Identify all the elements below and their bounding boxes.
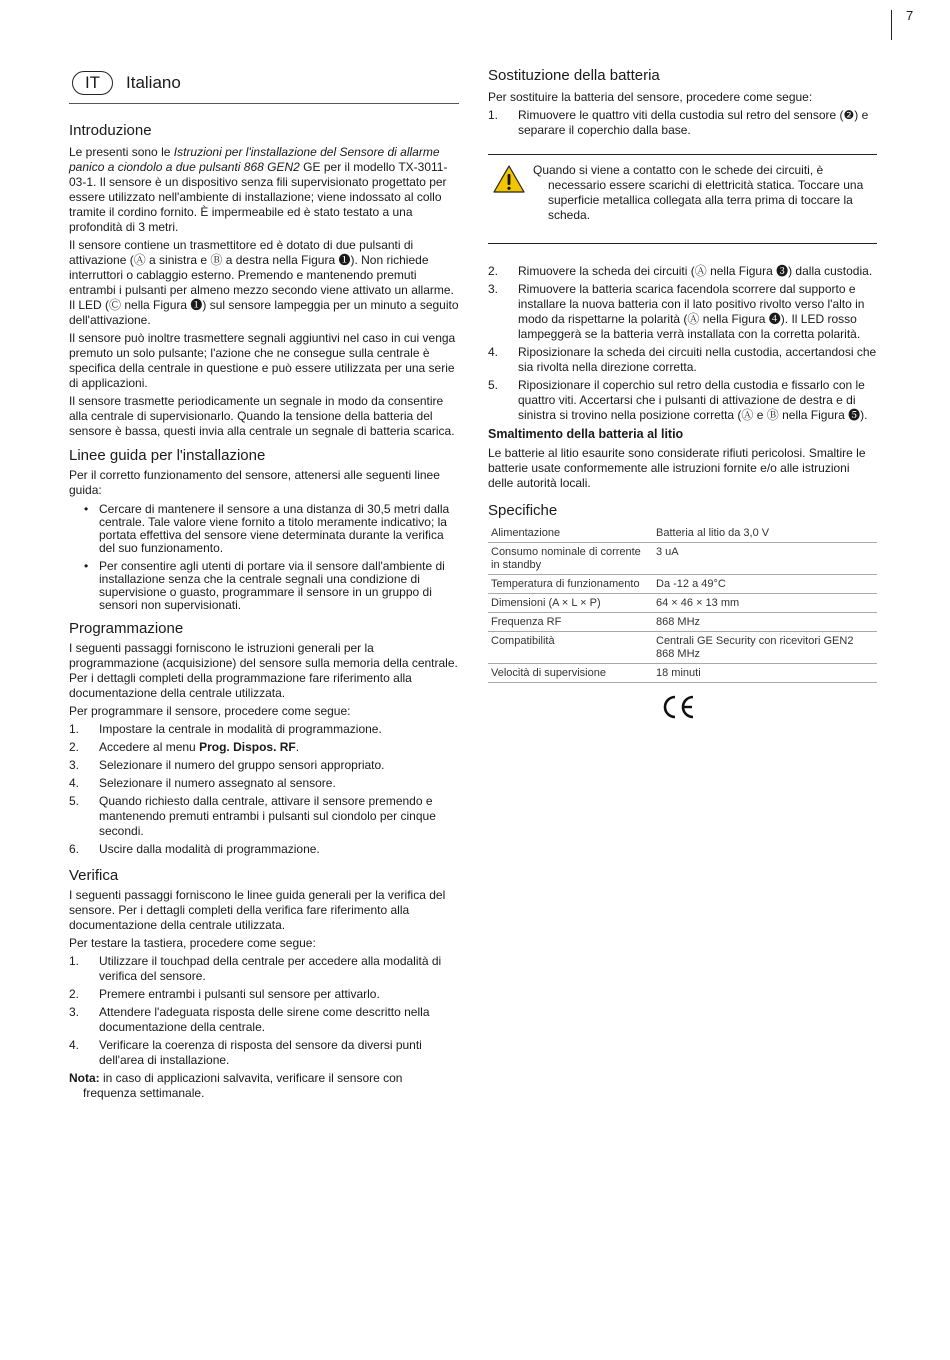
verify-paragraph-1: I seguenti passaggi forniscono le linee guida generali per la verifica del sensore. Per i dettagli completi della verifica fare riferimento alla documentazione della centrale utilizzata. [69, 888, 446, 932]
step-item: 3. Rimuovere la batteria scarica facendola scorrere dal supporto e installare la nuova batteria con il lato positivo rivolto verso l'alto in modo da rispettarne la polarità (Ⓐ nella Figura ❹). Il LED rosso lampeggerà se la batteria verrà installata con la corretta polarità. [488, 282, 865, 341]
verify-paragraph-2: Per testare la tastiera, procedere come segue: [69, 936, 316, 950]
left-column [69, 68, 459, 1104]
disposal-text: Le batterie al litio esaurite sono considerate rifiuti pericolosi. Smaltire le batterie usate conformemente alle istruzioni fornite e/o alle istruzioni delle autorità locali. [488, 446, 866, 490]
step-item: 4. Riposizionare la scheda dei circuiti nella custodia, accertandosi che sia rivolta nella direzione corretta. [488, 345, 877, 374]
specs-title: Specifiche [488, 502, 558, 519]
manual-title: Istruzioni per l'installazione del Sensore di allarme panico a ciondolo a due pulsanti 868 GEN2 [69, 145, 440, 174]
table-row: Temperatura di funzionamento Da -12 a 49°C [488, 575, 877, 594]
step-item: 5. Riposizionare il coperchio sul retro della custodia e fissarlo con le quattro viti. Accertarsi che i pulsanti di attivazione de destra e di sinistra si trovino nella posizione corretta (Ⓐ e Ⓑ nella Figura ❺). [488, 378, 868, 422]
menu-name: Prog. Dispos. RF [199, 740, 296, 754]
page-number-rule [891, 10, 892, 40]
verify-note: Nota: in caso di applicazioni salvavita, verificare il sensore con frequenza settimanale. [69, 1071, 403, 1100]
step-item: 1. Rimuovere le quattro viti della custodia sul retro del sensore (❷) e separare il coperchio dalla base. [488, 108, 869, 137]
intro-paragraph-1: Le presenti sono le Istruzioni per l'installazione del Sensore di allarme panico a ciondolo a due pulsanti 868 GEN2 GE per il modello TX-3011-03-1. Il sensore è un dispositivo senza fili supervisionato progettato per essere utilizzato nell'ambiente di installazione; viene indossato al collo tramite il cordino fornito. È impermeabile ed è stato testato a una profondità di 3 metri. [69, 145, 448, 234]
table-row: Velocità di supervisione 18 minuti [488, 664, 877, 683]
guidelines-title: Linee guida per l'installazione [69, 447, 266, 464]
step-item: 3. Selezionare il numero del gruppo sensori appropriato. [69, 758, 385, 772]
battery-intro: Per sostituire la batteria del sensore, procedere come segue: [488, 90, 813, 104]
table-row: Frequenza RF 868 MHz [488, 613, 877, 632]
ce-mark-icon [660, 694, 696, 720]
step-item: 6. Uscire dalla modalità di programmazione. [69, 842, 320, 856]
step-item: 2. Accedere al menu Prog. Dispos. RF. [69, 740, 300, 754]
programming-title: Programmazione [69, 620, 184, 637]
guidelines-intro: Per il corretto funzionamento del sensore, attenersi alle seguenti linee guida: [69, 468, 440, 497]
table-row: Consumo nominale di corrente in standby 3 uA [488, 543, 877, 575]
intro-paragraph-4: Il sensore trasmette periodicamente un segnale in modo da consentire alla centrale di supervisionarlo. Quando la tensione della batteria del sensore è bassa, questi invia alla centrale un segnale di batteria scarica. [69, 394, 455, 438]
verify-steps [69, 954, 459, 1068]
step-item: 1. Utilizzare il touchpad della centrale per accedere alla modalità di verifica del sensore. [69, 954, 442, 983]
note-label: Nota: [69, 1071, 100, 1085]
language-header [69, 68, 459, 104]
programming-paragraph-1: I seguenti passaggi forniscono le istruzioni generali per la programmazione (acquisizione) del sensore sulla memoria della centrale. Per i dettagli completi della programmazione fare riferimento alla documentazione della centrale utilizzata. [69, 641, 458, 700]
language-code-badge: IT [72, 71, 113, 95]
verify-title: Verifica [69, 867, 119, 884]
table-row: Alimentazione Batteria al litio da 3,0 V [488, 524, 877, 543]
list-item: • Per consentire agli utenti di portare via il sensore dall'ambiente di installazione senza che la centrale segnali una condizione di supervisione o guasto, programmare il sensore in un gruppo di sensori non supervisionati. [69, 560, 459, 612]
table-row: Compatibilità Centrali GE Security con ricevitori GEN2 868 MHz [488, 632, 877, 664]
step-item: 3. Attendere l'adeguata risposta delle sirene come descritto nella documentazione della centrale. [69, 1005, 430, 1034]
warning-text: Quando si viene a contatto con le schede dei circuiti, è necessario essere scarichi di elettricità statica. Toccare una superficie metallica collegata alla terra prima di toccare la scheda. [533, 163, 864, 222]
warning-triangle-icon [492, 164, 526, 194]
step-item: 4. Selezionare il numero assegnato al sensore. [69, 776, 336, 790]
step-item: 2. Premere entrambi i pulsanti sul sensore per attivarlo. [69, 987, 380, 1001]
battery-steps-first [488, 108, 877, 138]
static-warning [488, 154, 877, 244]
list-item: • Cercare di mantenere il sensore a una distanza di 30,5 metri dalla centrale. Tale valore viene fornito a titolo meramente indicativo; la portata effettiva del sensore viene determinata durante la verifica del suo funzionamento. [69, 503, 459, 555]
guidelines-list [69, 503, 459, 612]
disposal-title: Smaltimento della batteria al litio [488, 427, 684, 441]
step-item: 4. Verificare la coerenza di risposta del sensore da diversi punti dell'area di installazione. [69, 1038, 422, 1067]
battery-steps-rest [488, 264, 877, 423]
intro-paragraph-3: Il sensore può inoltre trasmettere segnali aggiuntivi nel caso in cui venga premuto un solo pulsante; l'azione che ne consegue sulla centrale è specifica della centrale in questione e può essere utilizzata per una serie di applicazioni. [69, 331, 456, 390]
step-item: 5. Quando richiesto dalla centrale, attivare il sensore premendo e mantenendo premuti entrambi i pulsanti sul ciondolo per cinque secondi. [69, 794, 436, 838]
programming-steps [69, 722, 459, 857]
step-item: 1. Impostare la centrale in modalità di programmazione. [69, 722, 382, 736]
intro-paragraph-2: Il sensore contiene un trasmettitore ed è dotato di due pulsanti di attivazione (Ⓐ a sinistra e Ⓑ a destra nella Figura ❶). Non richiede interruttori o cablaggio esterno. Premendo e mantenendo premuti entrambi i pulsanti per almeno mezzo secondo viene attivato un allarme. Il LED (Ⓒ nella Figura ❶) sul sensore lampeggia per un minuto a seguito dell'attivazione. [69, 238, 459, 327]
language-name: Italiano [126, 73, 181, 92]
specs-table [488, 524, 877, 683]
step-item: 2. Rimuovere la scheda dei circuiti (Ⓐ nella Figura ❸) dalla custodia. [488, 264, 873, 278]
programming-paragraph-2: Per programmare il sensore, procedere come segue: [69, 704, 351, 718]
right-column [488, 66, 877, 724]
battery-title: Sostituzione della batteria [488, 67, 660, 84]
table-row: Dimensioni (A × L × P) 64 × 46 × 13 mm [488, 594, 877, 613]
intro-title: Introduzione [69, 122, 152, 139]
page-number: 7 [906, 8, 914, 23]
